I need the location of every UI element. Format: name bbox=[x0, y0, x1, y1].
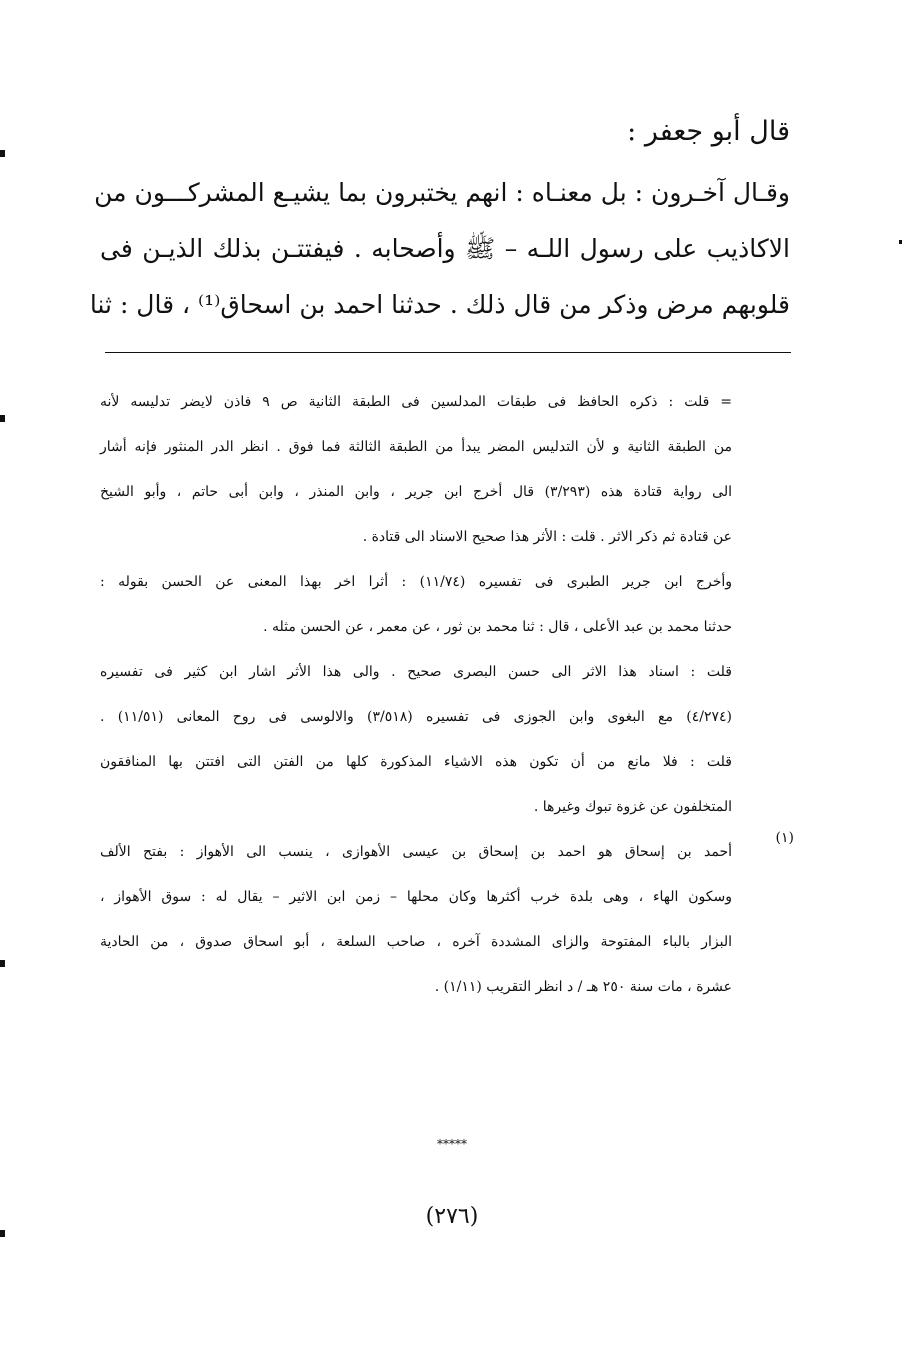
footnotes bbox=[100, 380, 794, 1010]
page-number: (٢٧٦) bbox=[425, 1204, 479, 1229]
main-text-line: الاكاذيب على رسول اللـه – ﷺ وأصحابه . فيفتتـن بذلك الذيـن فى bbox=[100, 234, 790, 263]
note-line: (٤/٢٧٤) مع البغوى وابن الجوزى فى تفسيره (٣/٥١٨) والالوسى فى روح المعانى (١١/٥١) . bbox=[100, 709, 732, 725]
note-line: حدثنا محمد بن عبد الأعلى ، قال : ثنا محمد بن ثور ، عن معمر ، عن الحسن مثله . bbox=[263, 619, 732, 635]
scan-edge-mark bbox=[899, 240, 902, 244]
scan-edge-mark bbox=[0, 415, 5, 422]
footnote-1 bbox=[100, 830, 794, 875]
footnote-line: عشرة ، مات سنة ٢٥٠ هـ / د انظر التقريب (١/١١) . bbox=[434, 979, 732, 995]
main-text-line: وقـال آخـرون : بل معنـاه : انهم يختبرون بما يشيـع المشركـــون من bbox=[94, 178, 790, 207]
scan-edge-mark bbox=[0, 960, 5, 967]
note-line: قلت : فلا مانع من أن تكون هذه الاشياء المذكورة كلها من الفتن التى افتتن بها المنافقون bbox=[100, 754, 732, 770]
footnote-line: أحمد بن إسحاق هو احمد بن إسحاق بن عيسى الأهوازى ، ينسب الى الأهواز : بفتح الألف bbox=[100, 844, 732, 860]
note-line: وأخرج ابن جرير الطبرى فى تفسيره (١١/٧٤) : أثرا اخر بهذا المعنى عن الحسن بقوله : bbox=[100, 574, 732, 590]
note-line: الى رواية قتادة هذه (٣/٢٩٣) قال أخرج ابن جرير ، وابن المنذر ، وابن أبى حاتم ، وأبو الشيخ bbox=[100, 484, 733, 500]
footnote-number: (١) bbox=[775, 830, 794, 846]
note-line: المتخلفون عن غزوة تبوك وغيرها . bbox=[533, 799, 732, 815]
note-line: من الطبقة الثانية و لأن التدليس المضر يبدأ من الطبقة الثالثة فما فوق . انظر الدر المنثور فإنه أشار bbox=[100, 439, 732, 455]
main-text-line: قلوبهم مرض وذكر من قال ذلك . حدثنا احمد بن اسحاق⁽¹⁾ ، قال : ثنا bbox=[89, 290, 790, 319]
note-line: قلت : اسناد هذا الاثر الى حسن البصرى صحيح . والى هذا الأثر اشار ابن كثير فى تفسيره bbox=[100, 664, 732, 680]
scan-edge-mark bbox=[0, 1230, 5, 1237]
main-text bbox=[89, 165, 790, 333]
footnote-line: وسكون الهاء ، وهى بلدة خرب أكثرها وكان محلها – زمن ابن الاثير – يقال له : سوق الأهواز ، bbox=[100, 889, 732, 905]
separator-stars: ***** bbox=[437, 1137, 467, 1151]
note-line: = قلت : ذكره الحافظ فى طبقات المدلسين فى الطبقة الثانية ص ٩ فاذن لايضر تدليسه لأنه bbox=[100, 394, 732, 410]
footnote-line: البزار بالباء المفتوحة والزاى المشددة آخره ، صاحب السلعة ، أبو اسحاق صدوق ، من الحادية bbox=[100, 934, 732, 950]
note-line: عن قتادة ثم ذكر الاثر . قلت : الأثر هذا صحيح الاسناد الى قتادة . bbox=[362, 529, 732, 545]
footnote-divider bbox=[105, 352, 791, 353]
scan-edge-mark bbox=[0, 150, 5, 157]
section-heading: قال أبو جعفر : bbox=[627, 116, 790, 147]
